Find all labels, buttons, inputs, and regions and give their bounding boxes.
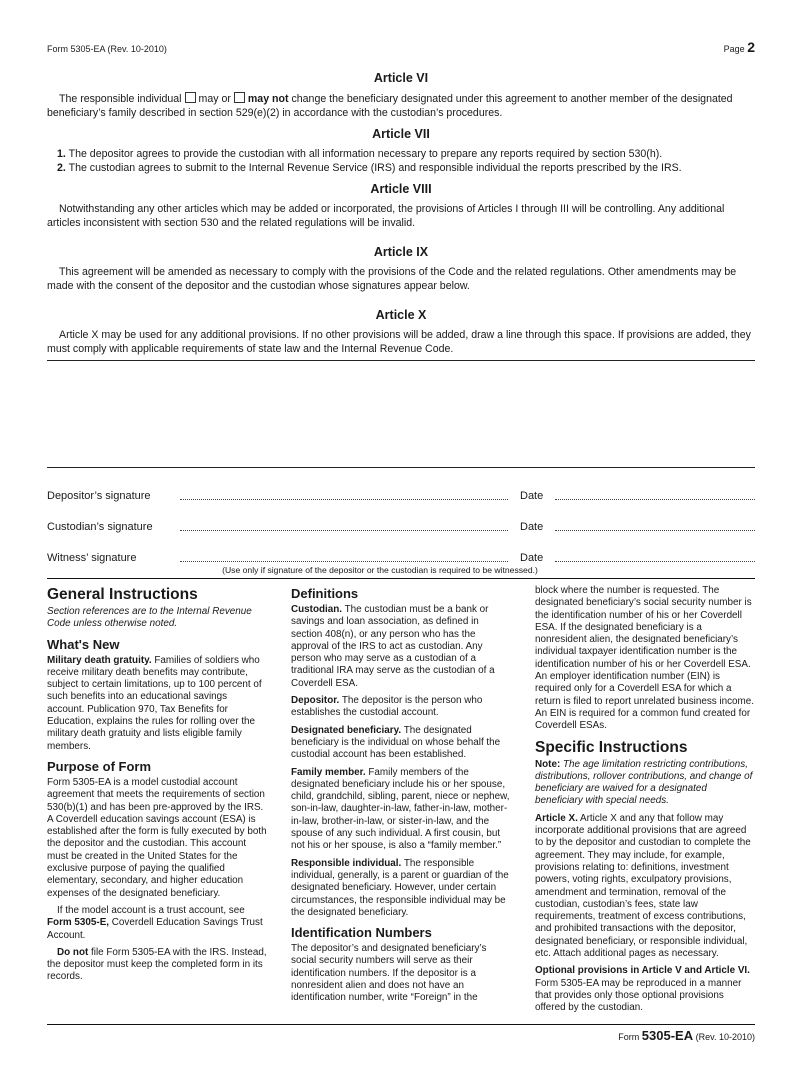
article-9-title: Article IX [373,245,429,259]
depositor-date-field[interactable] [555,499,755,500]
article-7-list [47,148,755,175]
witness-date-field[interactable] [555,561,755,562]
form-id: Form 5305-EA (Rev. 10-2010) [47,44,167,54]
general-instructions-heading: General Instructions [47,586,198,603]
article-7-title: Article VII [372,127,430,141]
column-1 [47,585,267,1020]
custodian-signature-field[interactable] [180,530,508,531]
beneficiary-def: Designated beneficiary. The designated beneficiary is the individual on whose behalf the custodial account has been established. [291,724,501,761]
article-10-text: Article X may be used for any additional provisions. If no other provisions will be added, draw a line through this space. If provisions are added, they must comply with applicable requirements of state law and the Internal Revenue Code. [47,329,751,355]
custodian-def: Custodian. The custodian must be a bank or savings and loan association, as defined in section 408(n), or any person who has the approval of the IRS to act as custodian. Any person who may serve as a custodian of a traditional IRA may serve as the custodian of a Coverdell ESA. [291,604,495,689]
specific-instructions-heading: Specific Instructions [535,738,688,756]
list-item: 1. The depositor agrees to provide the custodian with all information necessary to prepare any reports required by section 530(h). [57,148,663,160]
may-not-checkbox[interactable] [234,92,245,103]
witness-signature-field[interactable] [180,561,508,562]
column-2 [291,585,511,1020]
witness-note: (Use only if signature of the depositor or the custodian is required to be witnessed.) [222,565,538,575]
do-not-file-paragraph: Do not file Form 5305-EA with the IRS. Instead, the depositor must keep the completed form in its records. [47,946,267,983]
column-3 [535,585,755,1020]
depositor-def: Depositor. The depositor is the person who establishes the custodial account. [291,695,483,719]
footer-form-id: Form 5305-EA (Rev. 10-2010) [618,1027,755,1043]
note-paragraph: Note: The age limitation restricting contributions, distributions, rollover contributions, and change of beneficiary are waived for a designated beneficiary with special needs. [535,758,753,807]
witness-signature-label: Witness’ signature [47,552,137,564]
page-number: 2 [747,39,755,55]
military-paragraph: Military death gratuity. Families of soldiers who receive military death benefits may contribute, subject to certain limitations, up to 100 percent of such benefits into an educational savings account. Publication 970, Tax Benefits for Education, explains the rules for rolling over the military death gratuity and lists eligible family members. [47,654,262,752]
identification-paragraph: The depositor’s and designated beneficiary’s social security numbers will serve as their identification numbers. If the depositor is a nonresident alien and does not have an identification number, write “Foreign” in the [291,943,487,1004]
identification-continued: block where the number is requested. The designated beneficiary’s social security number is the identification number of his or her Coverdell ESA. If the designated beneficiary is a nonresident alien, the designated beneficiary’s individual taxpayer identification number is the identification number of his or her Coverdell ESA. An employer identification number (EIN) is required only for a Coverdell ESA for which a return is filed to report unrelated business income. An EIN is required for a common fund created for Coverdell ESAs. [535,585,755,732]
may-checkbox[interactable] [185,92,196,103]
article-9-text: This agreement will be amended as necessary to comply with the provisions of the Code and the related regulations. Other amendments may be made with the consent of the depositor and the custodian whose signatures appear below. [47,266,737,292]
intro-text: Section references are to the Internal Revenue Code unless otherwise noted. [47,606,252,630]
custodian-signature-label: Custodian’s signature [47,521,153,533]
article-8-text: Notwithstanding any other articles which may be added or incorporated, the provisions of Articles I through III will be controlling. Any additional articles inconsistent with section 530 and the related regulations will be invalid. [47,203,725,229]
custodian-date-field[interactable] [555,530,755,531]
article-6-text: The responsible individual may or may not change the beneficiary designated under this agreement to another member of the designated beneficiary’s family described in section 529(e)(2) in accordance with the custodian’s procedures. [47,93,733,119]
trust-paragraph: If the model account is a trust account, see Form 5305-E, Coverdell Education Savings Trust Account. [47,904,263,941]
identification-heading: Identification Numbers [291,925,432,941]
article-6-title: Article VI [373,71,429,85]
divider [47,578,755,579]
responsible-def: Responsible individual. The responsible individual, generally, is a parent or guardian of the designated beneficiary. However, under certain circumstances, the responsible individual may be the designated beneficiary. [291,857,509,918]
article-10-provisions-area[interactable] [47,361,755,467]
whats-new-heading: What's New [47,636,120,652]
depositor-signature-field[interactable] [180,499,508,500]
article-8-title: Article VIII [370,182,432,196]
purpose-paragraph: Form 5305-EA is a model custodial account agreement that meets the requirements of section 530(b)(1) and has been pre-approved by the IRS. A Coverdell education savings account (ESA) is established after the form is fully executed by both the depositor and the custodian. This account must be created in the United States for the exclusive purpose of paying the qualified elementary, secondary, and higher education expenses of the designated beneficiary. [47,776,267,899]
witness-signature-row [47,534,755,565]
date-label: Date [520,521,544,533]
purpose-heading: Purpose of Form [47,758,152,774]
depositor-signature-label: Depositor’s signature [47,490,151,502]
date-label: Date [520,490,544,502]
signature-block [47,468,755,576]
instructions-columns [47,585,755,1020]
date-label: Date [520,552,544,564]
article-10-title: Article X [375,308,427,322]
page-label: Page [723,44,745,54]
article-x-paragraph: Article X. Article X and any that follow may incorporate additional provisions that are agreed to by the depositor and custodian to complete the agreement. They may include, for example, provisions relating to: definitions, investment powers, voting rights, exculpatory provisions, amendment and termination, removal of the custodian, custodian’s fees, state law requirements, treatment of excess contributions, and prohibited transactions with the depositor, designated beneficiary, or responsible individual, etc. Attach additional pages as necessary. [535,812,751,960]
definitions-heading: Definitions [291,586,359,601]
page-indicator [724,40,755,56]
family-def: Family member. Family members of the designated beneficiary include his or her spouse, child, grandchild, sibling, parent, niece or nephew, son-in-law, daughter-in-law, father-in-law, mother-in-law, brother-in-law, or sister-in-law, and the spouse of any such individual. A first cousin, but not his or her spouse, is also a “family member.” [291,766,510,852]
custodian-signature-row [47,503,755,534]
page-header [47,40,755,56]
optional-provisions-paragraph: Optional provisions in Article V and Article VI. Form 5305-EA may be reproduced in a manner that provides only those optional provisions offered by the custodian. [535,965,750,1014]
list-item: 2. The custodian agrees to submit to the Internal Revenue Service (IRS) and responsible individual the reports prescribed by the IRS. [57,161,682,174]
depositor-signature-row [47,472,755,503]
